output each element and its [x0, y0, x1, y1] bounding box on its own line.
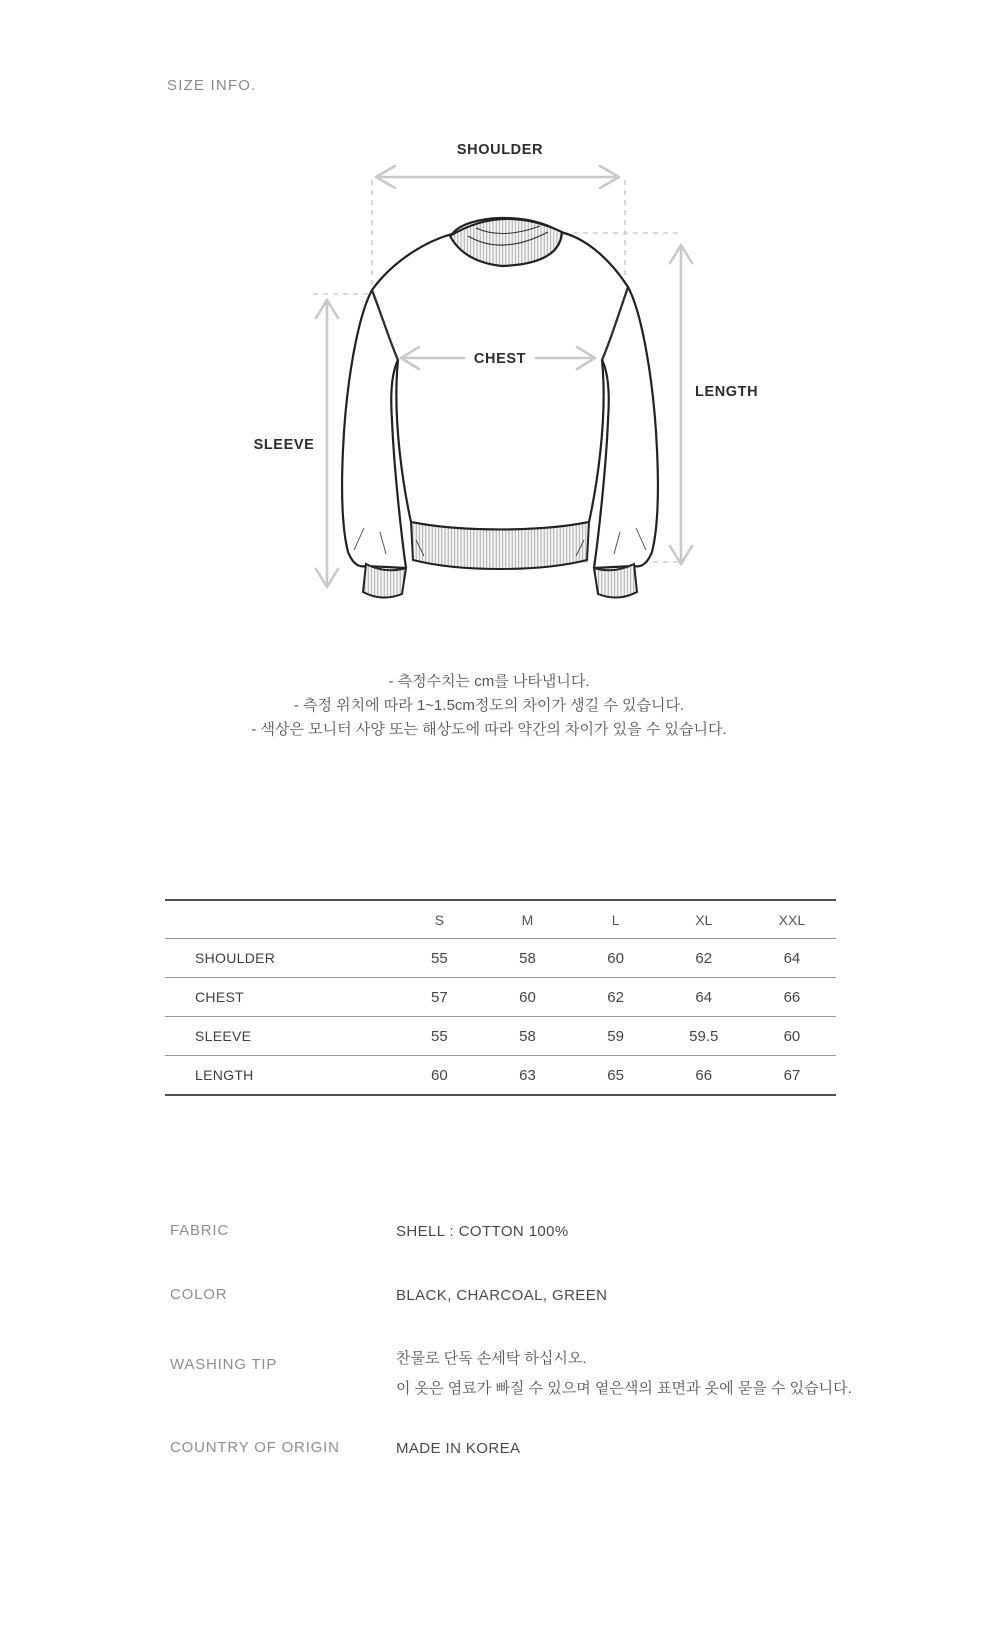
size-table-corner-cell	[165, 900, 395, 939]
cell: 58	[483, 939, 571, 978]
country-of-origin-label: COUNTRY OF ORIGIN	[170, 1439, 340, 1456]
cell: 63	[483, 1056, 571, 1096]
row-label: SLEEVE	[165, 1017, 395, 1056]
cell: 57	[395, 978, 483, 1017]
cell: 55	[395, 1017, 483, 1056]
note-line: - 측정수치는 cm를 나타냅니다.	[388, 673, 590, 690]
table-row	[165, 1017, 836, 1056]
washing-tip-label: WASHING TIP	[170, 1356, 278, 1373]
cell: 66	[748, 978, 836, 1017]
measurement-notes	[0, 670, 978, 742]
sleeve-arrow	[316, 300, 338, 587]
size-column-header: XXL	[748, 900, 836, 939]
cell: 64	[660, 978, 748, 1017]
garment-measurement-diagram	[230, 120, 770, 620]
length-label: LENGTH	[695, 384, 759, 400]
cell: 55	[395, 939, 483, 978]
cell: 59.5	[660, 1017, 748, 1056]
washing-tip-line: 찬물로 단독 손세탁 하십시오.	[396, 1350, 587, 1367]
size-table	[165, 899, 836, 1096]
size-table-header-row	[165, 900, 836, 939]
cell: 58	[483, 1017, 571, 1056]
sweatshirt-sketch	[342, 218, 658, 598]
color-value: BLACK, CHARCOAL, GREEN	[396, 1287, 608, 1304]
cell: 67	[748, 1056, 836, 1096]
length-arrow	[670, 245, 692, 564]
size-column-header: L	[572, 900, 660, 939]
cell: 60	[395, 1056, 483, 1096]
row-label: LENGTH	[165, 1056, 395, 1096]
cell: 60	[572, 939, 660, 978]
cell: 66	[660, 1056, 748, 1096]
note-line: - 색상은 모니터 사양 또는 해상도에 따라 약간의 차이가 있을 수 있습니다.	[251, 721, 727, 738]
color-label: COLOR	[170, 1286, 228, 1303]
chest-label: CHEST	[473, 351, 527, 367]
fabric-label: FABRIC	[170, 1222, 229, 1239]
note-line: - 측정 위치에 따라 1~1.5cm정도의 차이가 생길 수 있습니다.	[293, 697, 685, 714]
row-label: CHEST	[165, 978, 395, 1017]
country-of-origin-value: MADE IN KOREA	[396, 1440, 521, 1457]
size-column-header: XL	[660, 900, 748, 939]
washing-tip-value	[396, 1344, 852, 1404]
shoulder-arrow	[376, 166, 619, 188]
table-row	[165, 1056, 836, 1096]
cell: 60	[748, 1017, 836, 1056]
sleeve-label: SLEEVE	[253, 437, 315, 453]
cell: 65	[572, 1056, 660, 1096]
page-title: SIZE INFO.	[167, 77, 257, 94]
table-row	[165, 978, 836, 1017]
size-column-header: S	[395, 900, 483, 939]
cell: 62	[572, 978, 660, 1017]
fabric-value: SHELL : COTTON 100%	[396, 1223, 569, 1240]
table-row	[165, 939, 836, 978]
cell: 60	[483, 978, 571, 1017]
cell: 62	[660, 939, 748, 978]
washing-tip-line: 이 옷은 염료가 빠질 수 있으며 옅은색의 표면과 옷에 묻을 수 있습니다.	[396, 1380, 852, 1397]
shoulder-label: SHOULDER	[456, 142, 544, 158]
row-label: SHOULDER	[165, 939, 395, 978]
cell: 59	[572, 1017, 660, 1056]
size-column-header: M	[483, 900, 571, 939]
cell: 64	[748, 939, 836, 978]
